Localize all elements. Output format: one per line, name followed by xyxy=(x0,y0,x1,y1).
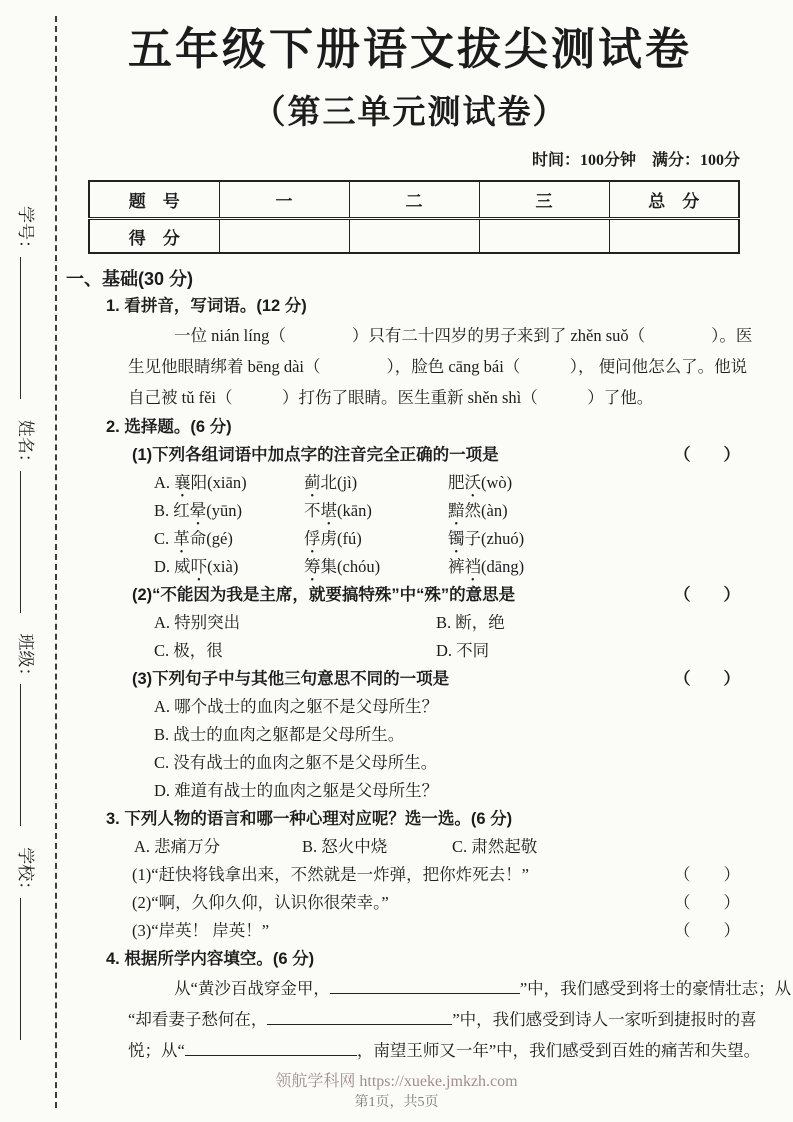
dotted-char: 镯 xyxy=(448,529,465,548)
dotted-char: 黯 xyxy=(448,501,465,520)
student-id-label: 学号： xyxy=(16,206,35,257)
q2-stem: 2. 选择题。(6 分) xyxy=(106,418,232,436)
q3-item-3 xyxy=(66,917,754,945)
option-row xyxy=(66,497,754,525)
score-header-cell: 三 xyxy=(479,181,609,219)
option-b: B. 红晕(yūn) xyxy=(154,497,304,525)
answer-bracket: （ ） xyxy=(674,586,740,604)
option-a: A. 特别突出 xyxy=(154,613,241,632)
dotted-char: 堪 xyxy=(320,501,337,520)
q4-line-2: “却看妻子愁何在， ”中，我们感受到诗人一家听到捷报时的喜 xyxy=(66,1004,754,1035)
score-empty-cell xyxy=(349,219,479,254)
option-c: C. 革命(gé) xyxy=(154,525,304,553)
score-table xyxy=(88,180,740,254)
q2-2-stem-row xyxy=(66,581,754,609)
dotted-char: 襄 xyxy=(174,473,191,492)
score-empty-cell xyxy=(479,219,609,254)
answer-bracket: （ ） xyxy=(674,893,740,912)
option-word: 裤裆(dāng) xyxy=(448,553,754,581)
option-word: 镯子(zhuó) xyxy=(448,525,754,553)
page-subtitle: （第三单元测试卷） xyxy=(252,95,568,131)
binding-dashed-line xyxy=(55,16,57,1108)
option-c: C. 肃然起敬 xyxy=(452,837,538,856)
score-table-score-row xyxy=(89,219,739,254)
option-d: D. 不同 xyxy=(436,641,490,660)
fill-blank-line xyxy=(185,1039,357,1057)
option-d: D. 威吓(xià) xyxy=(154,553,304,581)
q1-text-line: 生见他眼睛绑着 bēng dài（ ），脸色 cāng bái（ ）， 便问他怎么了。他说 xyxy=(128,357,748,376)
answer-bracket: （ ） xyxy=(674,446,740,464)
student-id-field xyxy=(13,206,38,399)
score-header-cell: 题 号 xyxy=(89,181,219,219)
answer-bracket: （ ） xyxy=(674,921,740,940)
score-empty-cell xyxy=(219,219,349,254)
option-b: B. 战士的血肉之躯都是父母所生。 xyxy=(154,725,405,744)
option-row xyxy=(66,469,754,497)
footer-page-number: 第1页，共5页 xyxy=(354,1095,439,1110)
page-title: 五年级下册语文拔尖测试卷 xyxy=(128,25,692,74)
option-b: B. 断，绝 xyxy=(436,613,505,632)
dotted-char: 筹 xyxy=(304,557,321,576)
q1-stem: 1. 看拼音，写词语。(12 分) xyxy=(106,297,307,315)
q4-stem: 4. 根据所学内容填空。(6 分) xyxy=(106,950,315,968)
score-header-cell: 一 xyxy=(219,181,349,219)
option-a: A. 悲痛万分 xyxy=(134,837,221,856)
section-1-heading: 一、基础(30 分) xyxy=(66,269,194,289)
option-word: 俘虏(fú) xyxy=(304,525,448,553)
dotted-char: 俘 xyxy=(304,529,321,548)
q4-line-3: 悦；从“ ，南望王师又一年”中，我们感受到百姓的痛苦和失望。 xyxy=(66,1035,754,1066)
option-word: 黯然(àn) xyxy=(448,497,754,525)
option-a: A. 襄阳(xiān) xyxy=(154,469,304,497)
answer-bracket: （ ） xyxy=(674,670,740,688)
q3-item-2 xyxy=(66,889,754,917)
option-word: 蓟北(jì) xyxy=(304,469,448,497)
dotted-char: 沃 xyxy=(464,473,481,492)
answer-bracket: （ ） xyxy=(674,865,740,884)
footer-site-link[interactable]: 领航学科网 https://xueke.jmkzh.com xyxy=(275,1073,518,1090)
paper-content xyxy=(66,0,792,1066)
q3-item-1 xyxy=(66,861,754,889)
q2-1-options xyxy=(66,469,754,581)
q2-1-stem: (1)下列各组词语中加点字的注音完全正确的一项是 xyxy=(132,446,499,464)
option-word: 筹集(chóu) xyxy=(304,553,448,581)
option-row xyxy=(66,553,754,581)
q2-3-stem-row xyxy=(66,665,754,693)
score-header-cell: 总 分 xyxy=(609,181,739,219)
q3-stem: 3. 下列人物的语言和哪一种心理对应呢？选一选。(6 分) xyxy=(106,810,513,828)
class-label: 班级： xyxy=(16,633,35,685)
dotted-char: 裆 xyxy=(464,557,481,576)
q3-item-text: (3)“岸英！ 岸英！” xyxy=(132,921,270,940)
q3-options xyxy=(66,833,754,861)
exam-meta: 时间：100分钟 满分：100分 xyxy=(531,152,740,169)
school-blank xyxy=(20,898,38,1040)
student-name-label: 姓名： xyxy=(16,419,35,471)
q2-2-stem: (2)“不能因为我是主席，就要搞特殊”中“殊”的意思是 xyxy=(132,586,516,604)
dotted-char: 吓 xyxy=(190,557,208,576)
option-c: C. 没有战士的血肉之躯不是父母所生。 xyxy=(154,753,438,772)
option-b: B. 怒火中烧 xyxy=(302,837,388,856)
dotted-char: 革 xyxy=(173,529,190,548)
option-row xyxy=(66,525,754,553)
score-header-cell: 二 xyxy=(349,181,479,219)
option-a: A. 哪个战士的血肉之躯不是父母所生？ xyxy=(154,697,439,716)
student-name-blank xyxy=(20,471,38,613)
option-d: D. 难道有战士的血肉之躯是父母所生？ xyxy=(154,781,439,800)
q2-1-stem-row xyxy=(66,441,754,469)
option-word: 不堪(kān) xyxy=(304,497,448,525)
student-id-blank xyxy=(20,257,38,399)
binding-margin xyxy=(13,206,38,1056)
score-table-header-row xyxy=(89,181,739,219)
q2-2-options xyxy=(66,609,754,665)
fill-blank-line xyxy=(330,977,520,995)
school-label: 学校： xyxy=(16,847,35,899)
page-footer xyxy=(0,1072,793,1112)
q3-item-text: (2)“啊，久仰久仰，认识你很荣幸。” xyxy=(132,893,389,912)
student-name-field xyxy=(13,420,38,613)
score-row-label: 得 分 xyxy=(89,219,219,254)
dotted-char: 蓟 xyxy=(304,473,321,492)
q3-item-text: (1)“赶快将钱拿出来，不然就是一炸弹，把你炸死去！” xyxy=(132,865,529,884)
q2-3-stem: (3)下列句子中与其他三句意思不同的一项是 xyxy=(132,670,450,688)
q1-text-line: 一位 nián líng（ ）只有二十四岁的男子来到了 zhěn suǒ（ ）。医 xyxy=(174,326,753,345)
fill-blank-line xyxy=(267,1008,452,1026)
score-empty-cell xyxy=(609,219,739,254)
q1-text-line: 自己被 tǔ fěi（ ）打伤了眼睛。医生重新 shěn shì（ ）了他。 xyxy=(128,388,654,407)
class-blank xyxy=(20,684,38,826)
option-c: C. 极，很 xyxy=(154,641,223,660)
q4-line-1: 从“黄沙百战穿金甲， ”中，我们感受到将士的豪情壮志；从 xyxy=(66,973,754,1004)
option-word: 肥沃(wò) xyxy=(448,469,754,497)
dotted-char: 晕 xyxy=(189,501,207,520)
school-field xyxy=(13,847,38,1040)
class-field xyxy=(13,633,38,826)
